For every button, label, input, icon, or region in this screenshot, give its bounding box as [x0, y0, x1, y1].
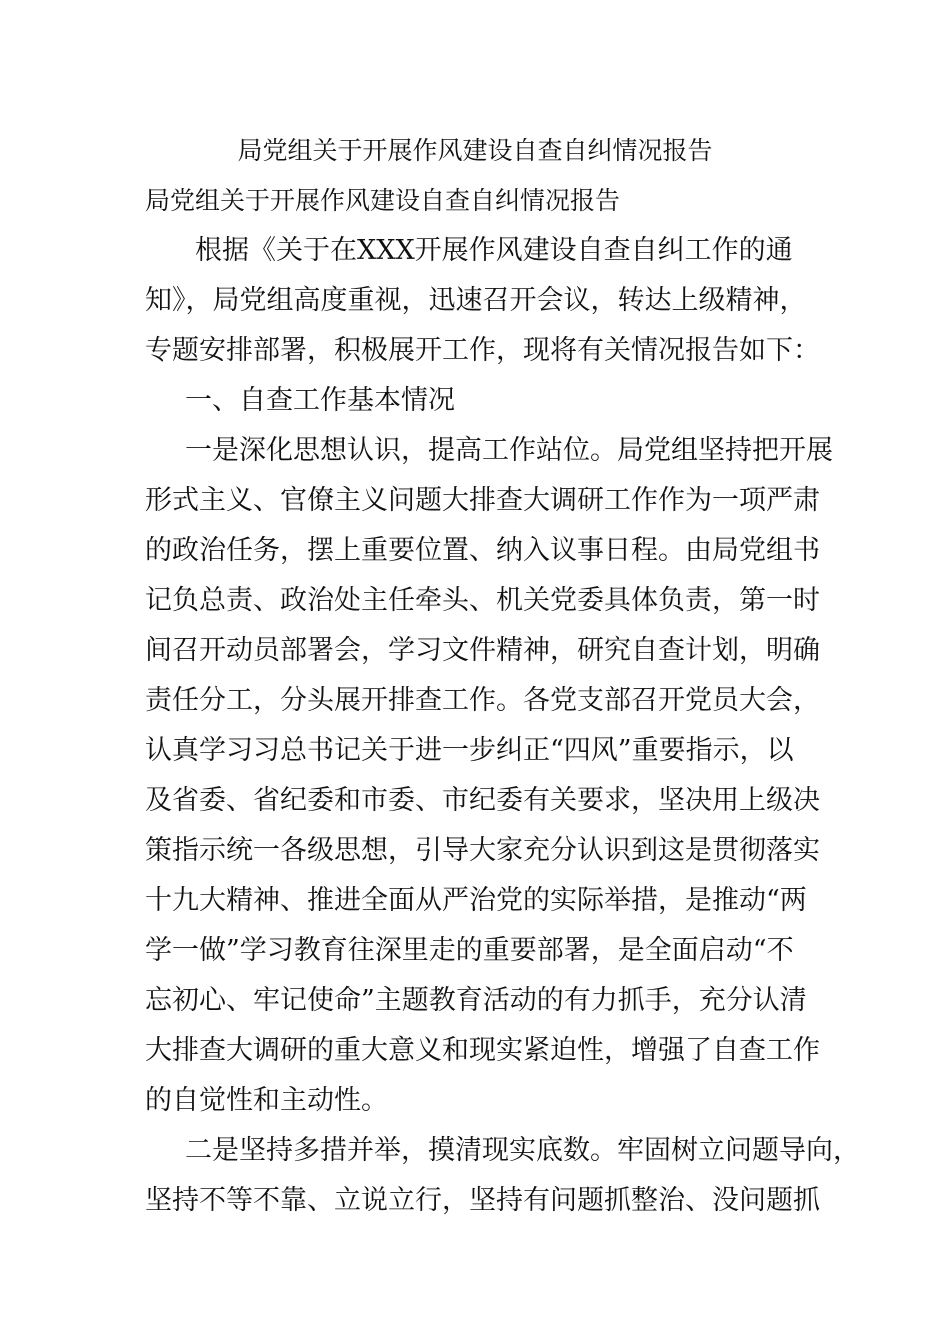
- section-heading: 一、自查工作基本情况: [185, 385, 455, 416]
- paragraph-line: 形式主义、官僚主义问题大排查大调研工作作为一项严肃: [145, 485, 820, 516]
- paragraph-line: 忘初心、牢记使命”主题教育活动的有力抓手，充分认清: [145, 985, 807, 1016]
- paragraph-line: 二是坚持多措并举，摸清现实底数。牢固树立问题导向，: [185, 1135, 860, 1166]
- paragraph-line: 认真学习习总书记关于进一步纠正“四风”重要指示，以: [145, 735, 794, 766]
- paragraph-line: 坚持不等不靠、立说立行，坚持有问题抓整治、没问题抓: [145, 1185, 820, 1216]
- paragraph-line: 十九大精神、推进全面从严治党的实际举措，是推动“两: [145, 885, 807, 916]
- paragraph-line: 间召开动员部署会，学习文件精神，研究自查计划，明确: [145, 635, 820, 666]
- paragraph-line: 一是深化思想认识，提高工作站位。局党组坚持把开展: [185, 435, 833, 466]
- paragraph-line: 的政治任务，摆上重要位置、纳入议事日程。由局党组书: [145, 535, 820, 566]
- paragraph-line: 大排查大调研的重大意义和现实紧迫性，增强了自查工作: [145, 1035, 820, 1066]
- document-title: 局党组关于开展作风建设自查自纠情况报告: [237, 136, 713, 165]
- paragraph-line: 知》，局党组高度重视，迅速召开会议，转达上级精神，: [145, 285, 807, 316]
- paragraph-line: 责任分工，分头展开排查工作。各党支部召开党员大会，: [145, 685, 820, 716]
- paragraph-line: 学一做”学习教育往深里走的重要部署，是全面启动“不: [145, 935, 794, 966]
- document-subtitle: 局党组关于开展作风建设自查自纠情况报告: [145, 186, 621, 215]
- paragraph-line: 专题安排部署，积极展开工作，现将有关情况报告如下：: [145, 335, 820, 366]
- paragraph-line: 记负总责、政治处主任牵头、机关党委具体负责，第一时: [145, 585, 820, 616]
- paragraph-line: 根据《关于在XXX开展作风建设自查自纠工作的通: [195, 235, 793, 266]
- paragraph-line: 及省委、省纪委和市委、市纪委有关要求，坚决用上级决: [145, 785, 820, 816]
- paragraph-line: 的自觉性和主动性。: [145, 1085, 388, 1116]
- paragraph-line: 策指示统一各级思想，引导大家充分认识到这是贯彻落实: [145, 835, 820, 866]
